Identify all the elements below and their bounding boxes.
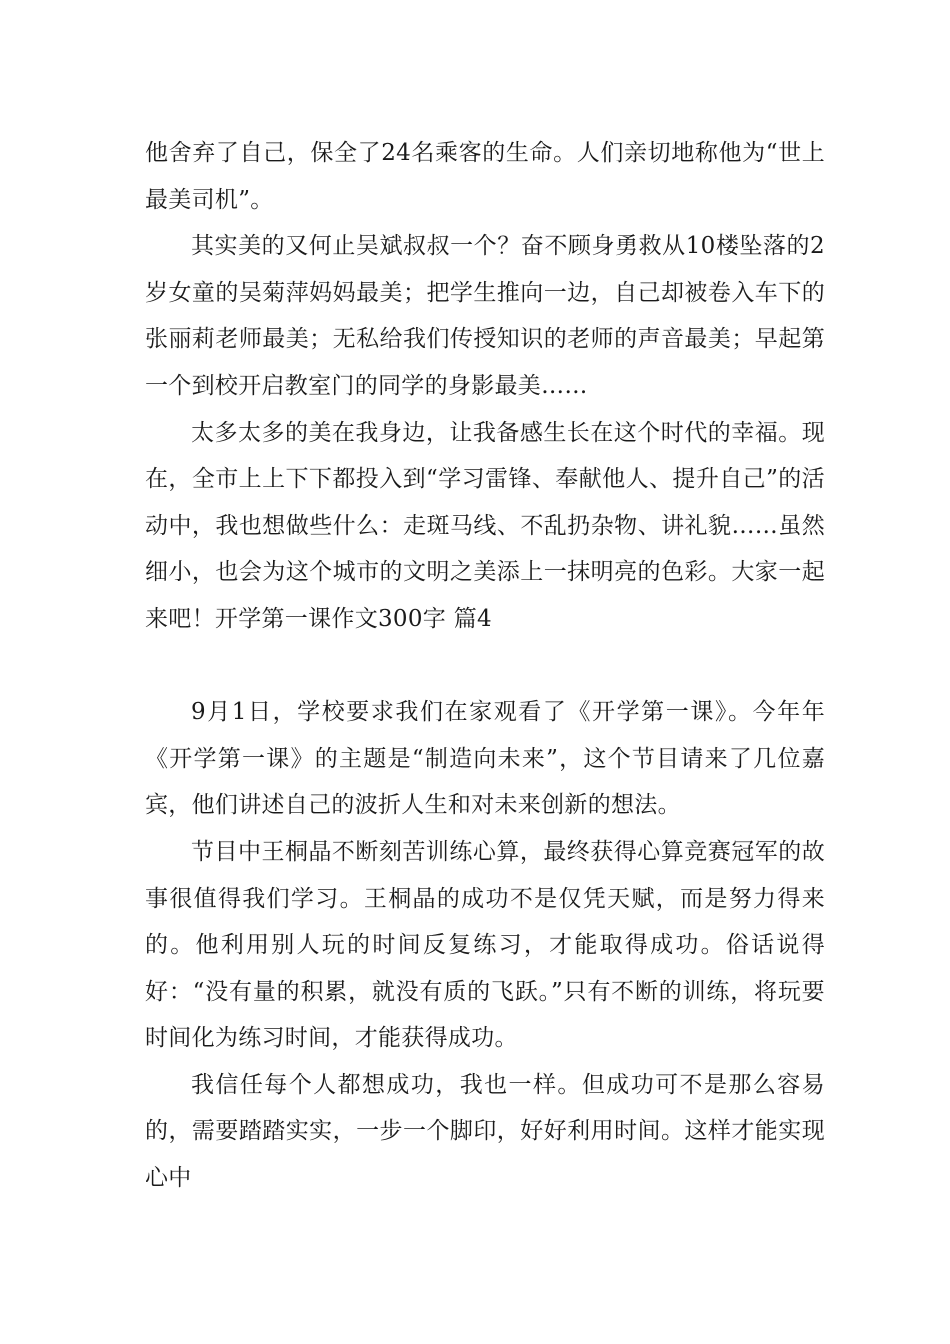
paragraph-success: 我信任每个人都想成功，我也一样。但成功可不是那么容易的，需要踏踏实实，一步一个脚印，好好利用时间。这样才能实现心中 — [145, 1071, 825, 1192]
essay-body — [145, 130, 825, 1202]
paragraph-continuation: 他舍弃了自己，保全了24名乘客的生命。人们亲切地称他为“世上最美司机”。 — [145, 140, 825, 213]
section-gap — [145, 643, 825, 690]
paragraph-call-to-action: 太多太多的美在我身边，让我备感生长在这个时代的幸福。现在，全市上上下下都投入到“学习雷锋、奉献他人、提升自己”的活动中，我也想做些什么：走斑马线、不乱扔杂物、讲礼貌……虽然细小，也会为这个城市的文明之美添上一抹明亮的色彩。大家一起来吧！开学第一课作文300字 篇4 — [145, 419, 825, 632]
paragraph-first-lesson: 9月1日，学校要求我们在家观看了《开学第一课》。今年年《开学第一课》的主题是“制造向未来”，这个节目请来了几位嘉宾，他们讲述自己的波折人生和对未来创新的想法。 — [145, 699, 825, 819]
paragraph-wang-tongjing: 节目中王桐晶不断刻苦训练心算，最终获得心算竞赛冠军的故事很值得我们学习。王桐晶的成功不是仅凭天赋，而是努力得来的。他利用别人玩的时间反复练习，才能取得成功。俗话说得好：“没有量的积累，就没有质的飞跃。”只有不断的训练，将玩要时间化为练习时间，才能获得成功。 — [145, 838, 825, 1052]
paragraph-beauty-examples: 其实美的又何止吴斌叔叔一个？奋不顾身勇救从10楼坠落的2岁女童的吴菊萍妈妈最美；把学生推向一边，自己却被卷入车下的张丽莉老师最美；无私给我们传授知识的老师的声音最美；早起第一个到校开启教室门的同学的身影最美…… — [145, 233, 825, 399]
